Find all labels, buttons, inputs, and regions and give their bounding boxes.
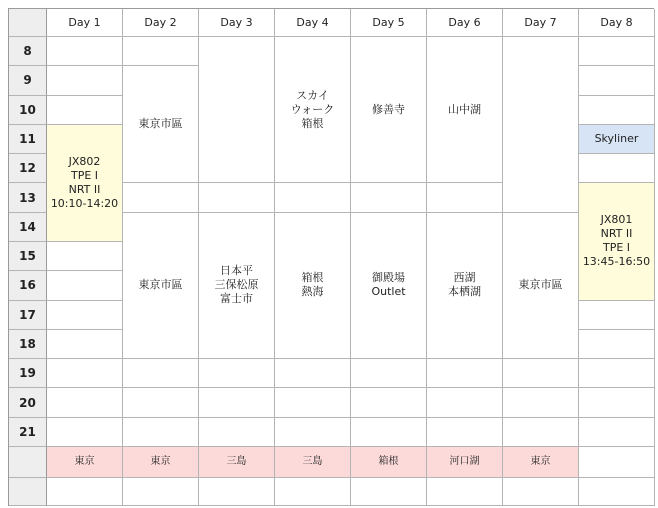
day-header-2[interactable]: Day 2 [123, 9, 199, 37]
day4-morning-cell[interactable]: スカイ ウォーク 箱根 [275, 37, 351, 183]
itinerary-sheet [8, 8, 654, 506]
empty-cell[interactable] [351, 478, 427, 506]
day6-afternoon-cell[interactable]: 西湖 本栖湖 [427, 213, 503, 359]
empty-cell[interactable] [579, 359, 655, 388]
lodging-cell-day5[interactable]: 箱根 [351, 447, 427, 478]
hour-label[interactable]: 17 [9, 301, 47, 330]
empty-cell[interactable] [199, 418, 275, 447]
empty-cell[interactable] [47, 66, 123, 95]
empty-cell[interactable] [123, 418, 199, 447]
empty-cell[interactable] [579, 301, 655, 330]
empty-cell[interactable] [47, 330, 123, 359]
lodging-row-label[interactable] [9, 447, 47, 478]
day3-afternoon-cell[interactable]: 日本平 三保松原 富士市 [199, 213, 275, 359]
empty-cell[interactable] [427, 359, 503, 388]
empty-cell[interactable] [123, 37, 199, 66]
empty-cell[interactable] [503, 388, 579, 417]
empty-cell[interactable] [579, 154, 655, 183]
empty-cell[interactable] [275, 359, 351, 388]
empty-cell[interactable] [351, 388, 427, 417]
day6-morning-cell[interactable]: 山中湖 [427, 37, 503, 183]
hour-label[interactable]: 11 [9, 125, 47, 154]
empty-cell[interactable] [47, 478, 123, 506]
lodging-cell-day2[interactable]: 東京 [123, 447, 199, 478]
empty-cell[interactable] [47, 96, 123, 125]
empty-cell[interactable] [199, 183, 275, 212]
empty-cell[interactable] [351, 183, 427, 212]
empty-cell[interactable] [199, 388, 275, 417]
day2-morning-cell[interactable]: 東京市區 [123, 66, 199, 183]
day8-flight-cell[interactable]: JX801 NRT II TPE I 13:45-16:50 [579, 183, 655, 300]
empty-cell[interactable] [275, 478, 351, 506]
empty-cell[interactable] [503, 359, 579, 388]
empty-cell[interactable] [47, 37, 123, 66]
day-header-3[interactable]: Day 3 [199, 9, 275, 37]
day-header-1[interactable]: Day 1 [47, 9, 123, 37]
day-header-5[interactable]: Day 5 [351, 9, 427, 37]
day5-afternoon-cell[interactable]: 御殿場 Outlet [351, 213, 427, 359]
day-header-6[interactable]: Day 6 [427, 9, 503, 37]
hour-label[interactable]: 16 [9, 271, 47, 300]
empty-cell[interactable] [47, 271, 123, 300]
empty-cell[interactable] [275, 388, 351, 417]
day4-afternoon-cell[interactable]: 箱根 熱海 [275, 213, 351, 359]
empty-cell[interactable] [579, 478, 655, 506]
empty-cell[interactable] [427, 388, 503, 417]
day-header-4[interactable]: Day 4 [275, 9, 351, 37]
lodging-cell-day6[interactable]: 河口湖 [427, 447, 503, 478]
empty-cell[interactable] [427, 478, 503, 506]
lodging-cell-day3[interactable]: 三島 [199, 447, 275, 478]
empty-cell[interactable] [275, 418, 351, 447]
day2-afternoon-cell[interactable]: 東京市區 [123, 213, 199, 359]
empty-cell[interactable] [503, 418, 579, 447]
empty-cell[interactable] [351, 359, 427, 388]
empty-cell[interactable] [427, 183, 503, 212]
empty-cell[interactable] [123, 478, 199, 506]
hour-label[interactable]: 14 [9, 213, 47, 242]
empty-cell[interactable] [47, 242, 123, 271]
hour-label[interactable]: 9 [9, 66, 47, 95]
hour-label[interactable]: 15 [9, 242, 47, 271]
day5-morning-cell[interactable]: 修善寺 [351, 37, 427, 183]
hour-label[interactable]: 13 [9, 183, 47, 212]
hour-label[interactable]: 12 [9, 154, 47, 183]
day3-morning-cell[interactable] [199, 37, 275, 183]
hour-label[interactable]: 18 [9, 330, 47, 359]
day7-afternoon-cell[interactable]: 東京市區 [503, 213, 579, 359]
empty-cell[interactable] [123, 183, 199, 212]
hour-label[interactable]: 21 [9, 418, 47, 447]
itinerary-grid [8, 8, 654, 506]
day8-skyliner-cell[interactable]: Skyliner [579, 125, 655, 154]
lodging-cell-day7[interactable]: 東京 [503, 447, 579, 478]
hour-label[interactable]: 20 [9, 388, 47, 417]
day1-flight-cell[interactable]: JX802 TPE I NRT II 10:10-14:20 [47, 125, 123, 242]
empty-cell[interactable] [579, 37, 655, 66]
empty-cell[interactable] [579, 66, 655, 95]
empty-cell[interactable] [47, 388, 123, 417]
empty-cell[interactable] [427, 418, 503, 447]
empty-cell[interactable] [47, 359, 123, 388]
empty-cell[interactable] [123, 359, 199, 388]
lodging-cell-day4[interactable]: 三島 [275, 447, 351, 478]
day-header-8[interactable]: Day 8 [579, 9, 655, 37]
empty-cell[interactable] [579, 418, 655, 447]
empty-cell[interactable] [579, 96, 655, 125]
corner-cell[interactable] [9, 9, 47, 37]
empty-cell[interactable] [199, 359, 275, 388]
lodging-cell-day8[interactable] [579, 447, 655, 478]
empty-cell[interactable] [351, 418, 427, 447]
empty-cell[interactable] [503, 478, 579, 506]
hour-label[interactable]: 10 [9, 96, 47, 125]
empty-cell[interactable] [579, 388, 655, 417]
empty-cell[interactable] [47, 418, 123, 447]
day-header-7[interactable]: Day 7 [503, 9, 579, 37]
empty-cell[interactable] [579, 330, 655, 359]
empty-cell[interactable] [275, 183, 351, 212]
empty-cell[interactable] [199, 478, 275, 506]
empty-cell[interactable] [123, 388, 199, 417]
extra-row-label[interactable] [9, 478, 47, 506]
empty-cell[interactable] [47, 301, 123, 330]
lodging-cell-day1[interactable]: 東京 [47, 447, 123, 478]
hour-label[interactable]: 19 [9, 359, 47, 388]
day7-morning-cell[interactable] [503, 37, 579, 213]
hour-label[interactable]: 8 [9, 37, 47, 66]
